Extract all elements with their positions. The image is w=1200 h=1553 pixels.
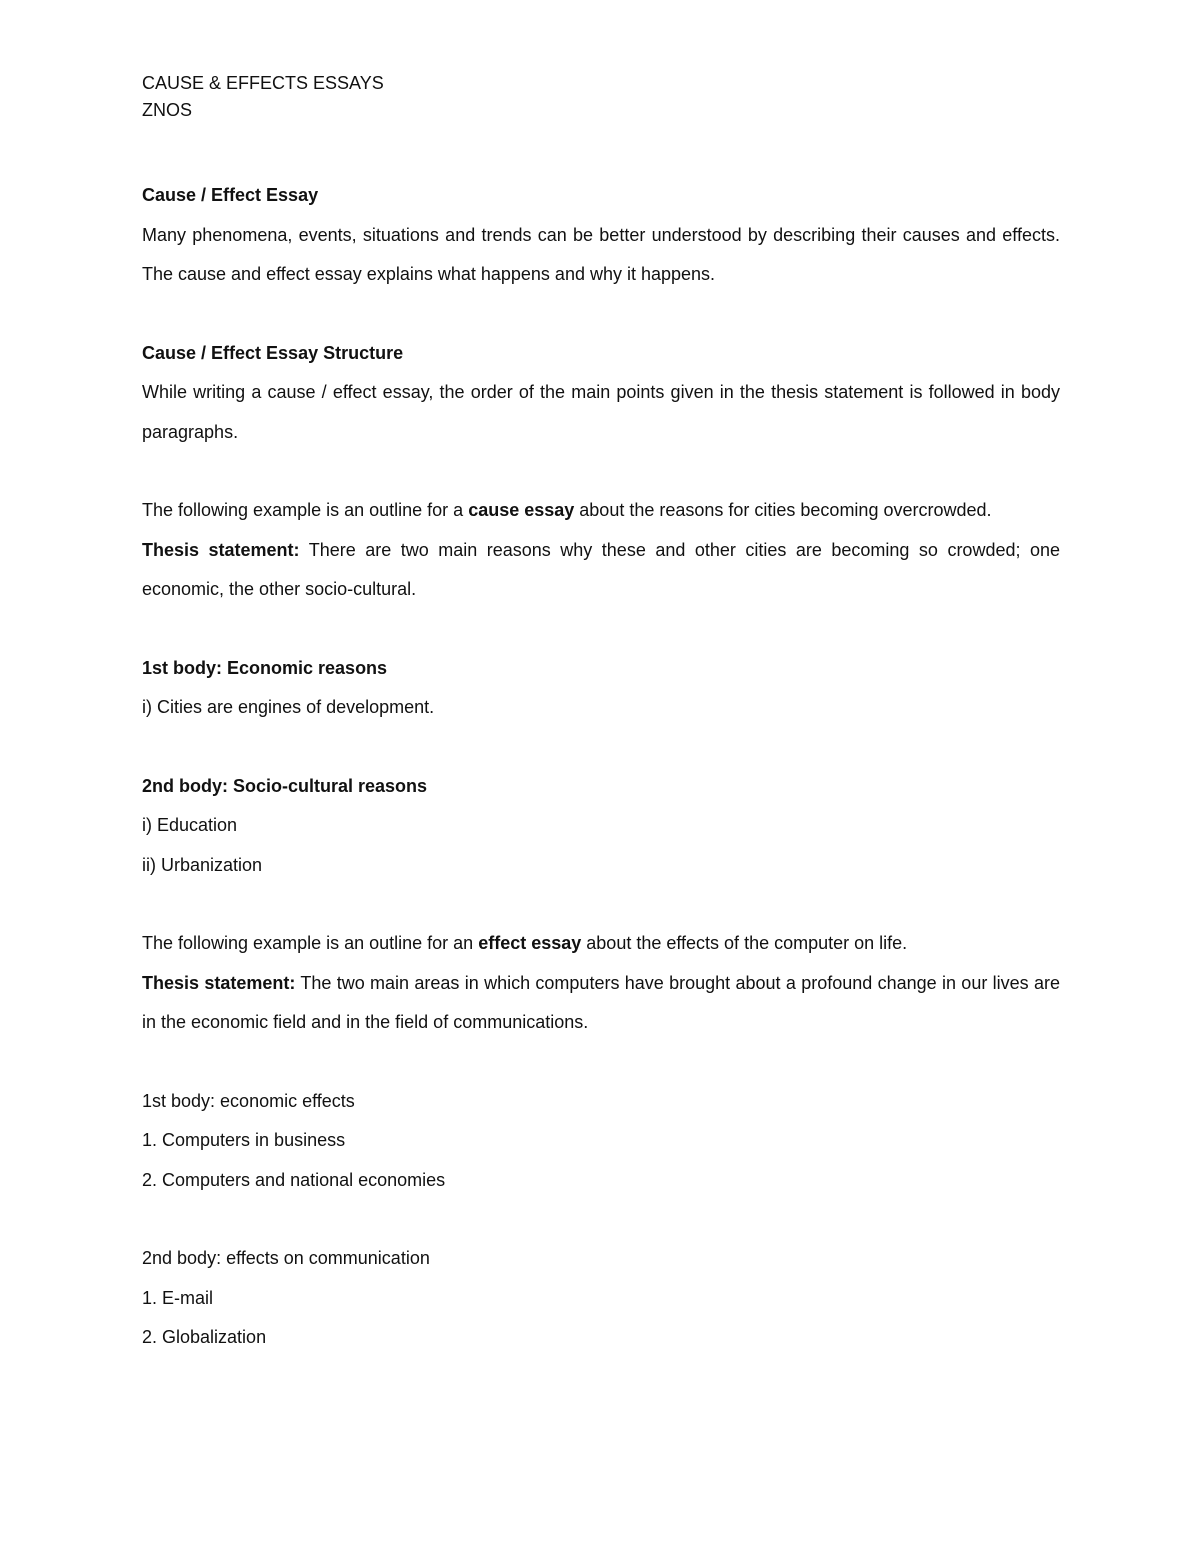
cause-example-intro: The following example is an outline for a cause essay about the reasons for cities becoming overcrowded.	[142, 500, 992, 520]
list-item: 2. Computers and national economies	[142, 1169, 446, 1190]
list-item: 2. Globalization	[142, 1327, 267, 1347]
effect-body2-heading: 2nd body: effects on communication	[142, 1248, 430, 1268]
cause-body1-heading: 1st body: Economic reasons	[142, 657, 388, 678]
effect-body1-heading: 1st body: economic effects	[142, 1090, 355, 1111]
list-item: 1. Computers in business	[142, 1130, 346, 1150]
document-page	[142, 70, 1060, 1358]
cause-thesis-statement: Thesis statement: There are two main reasons why these and other cities are becoming so crowded; one economic, the other socio-cultural.	[142, 539, 1061, 599]
section-paragraph-structure: While writing a cause / effect essay, the order of the main points given in the thesis statement is followed in body paragraphs.	[142, 382, 1060, 442]
list-item: ii) Urbanization	[142, 854, 263, 875]
section-heading-structure: Cause / Effect Essay Structure	[142, 342, 404, 363]
effect-thesis-statement: Thesis statement: The two main areas in which computers have brought about a profound change in our lives are in the economic field and in the field of communications.	[142, 972, 1060, 1032]
effect-example-intro: The following example is an outline for an effect essay about the effects of the computer on life.	[142, 933, 908, 953]
list-item: 1. E-mail	[142, 1287, 214, 1308]
list-item: i) Cities are engines of development.	[142, 697, 435, 717]
section-heading-cause-effect-essay: Cause / Effect Essay	[142, 185, 319, 205]
document-title: CAUSE & EFFECTS ESSAYS	[142, 73, 384, 93]
section-paragraph-intro: Many phenomena, events, situations and trends can be better understood by describing their causes and effects. The cause and effect essay explains what happens and why it happens.	[142, 224, 1060, 284]
document-author: ZNOS	[142, 100, 193, 120]
cause-body2-heading: 2nd body: Socio-cultural reasons	[142, 775, 428, 796]
list-item: i) Education	[142, 815, 238, 835]
